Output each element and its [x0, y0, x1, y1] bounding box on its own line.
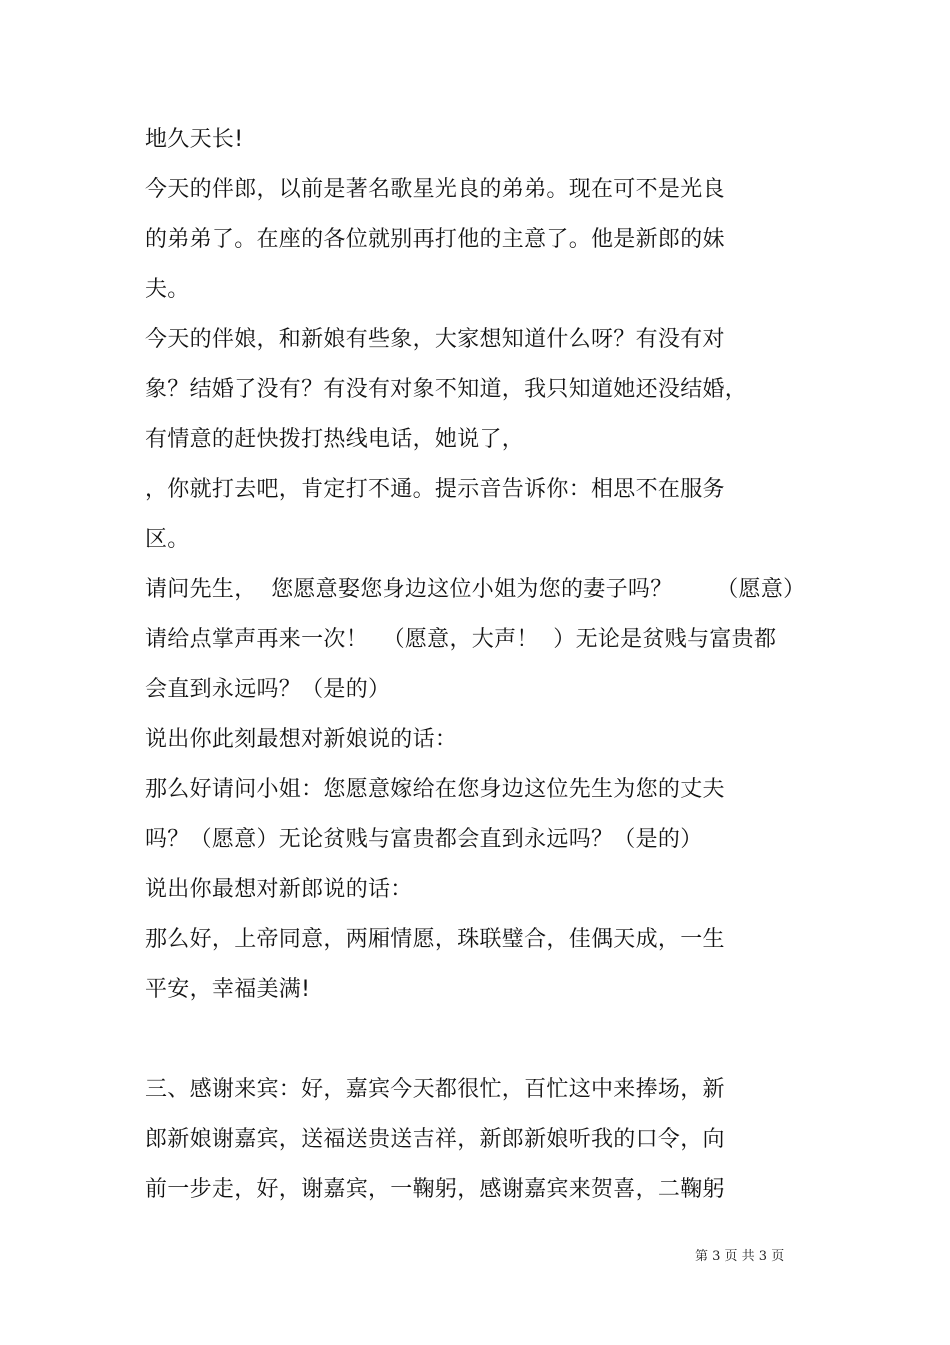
text-line: 郎新娘谢嘉宾，送福送贵送吉祥，新郎新娘听我的口令，向 — [145, 1127, 725, 1152]
text-line: 说出你此刻最想对新娘说的话： — [145, 727, 458, 752]
text-line: 今天的伴娘，和新娘有些象，大家想知道什么呀？有没有对 — [145, 327, 725, 352]
text-line: 会直到永远吗？（是的） — [145, 677, 391, 702]
text-line: 那么好请问小姐：您愿意嫁给在您身边这位先生为您的丈夫 — [145, 777, 725, 802]
text-line: 前一步走，好，谢嘉宾，一鞠躬，感谢嘉宾来贺喜，二鞠躬 — [145, 1177, 725, 1202]
text-line: 说出你最想对新郎说的话： — [145, 877, 413, 902]
text-line: 那么好，上帝同意，两厢情愿，珠联璧合，佳偶天成，一生 — [145, 927, 725, 952]
text-line: ，你就打去吧，肯定打不通。提示音告诉你：相思不在服务 — [145, 477, 725, 502]
text-line: 今天的伴郎，以前是著名歌星光良的弟弟。现在可不是光良 — [145, 177, 725, 202]
text-line: 有情意的赶快拨打热线电话，她说了， — [145, 427, 525, 452]
text-line: 吗？（愿意）无论贫贱与富贵都会直到永远吗？（是的） — [145, 827, 703, 852]
text-line: 三、感谢来宾：好，嘉宾今天都很忙，百忙这中来捧场，新 — [145, 1077, 725, 1102]
text-line: 请给点掌声再来一次！ （愿意，大声！ ）无论是贫贱与富贵都 — [145, 627, 777, 652]
text-line: 请问先生， 您愿意娶您身边这位小姐为您的妻子吗？ （愿意） — [145, 577, 806, 602]
text-line: 象？结婚了没有？有没有对象不知道，我只知道她还没结婚， — [145, 377, 748, 402]
page-number-footer: 第 3 页 共 3 页 — [695, 1249, 785, 1264]
text-line: 区。 — [145, 527, 190, 552]
text-line: 地久天长! — [145, 127, 244, 152]
text-line: 平安，幸福美满! — [145, 977, 311, 1002]
text-line: 夫。 — [145, 277, 190, 302]
text-line: 的弟弟了。在座的各位就别再打他的主意了。他是新郎的妹 — [145, 227, 725, 252]
